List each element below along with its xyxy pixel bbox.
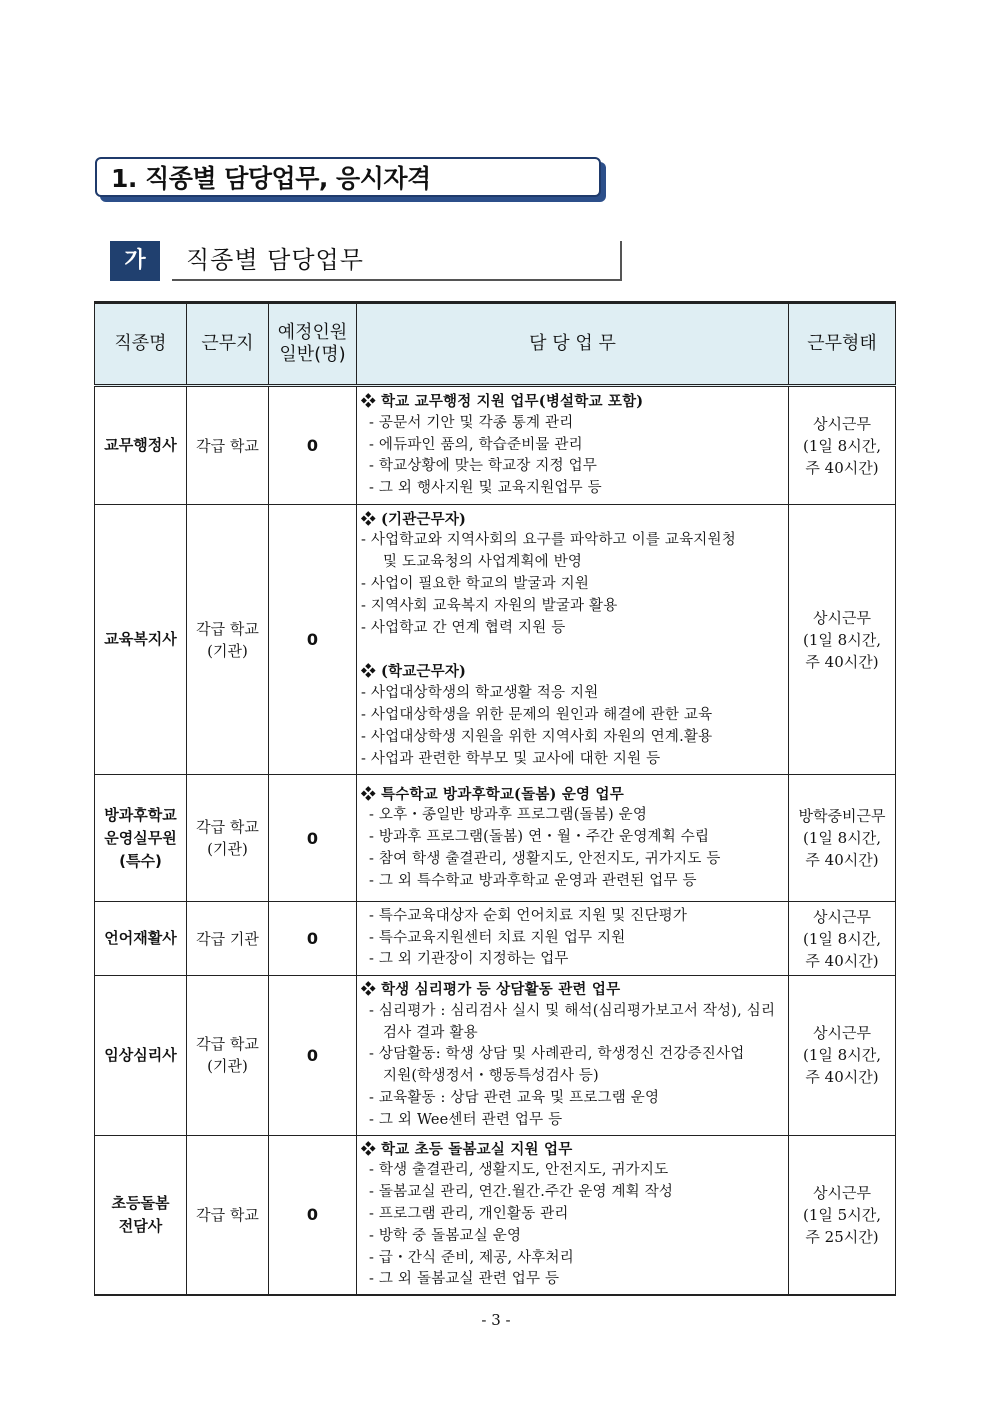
work-form-cell-line: 주 40시간) [805,458,879,477]
duty-item: - 특수교육지원센터 치료 지원 업무 지원 [369,929,626,946]
job-name-cell-line: 운영실무원 [104,828,177,847]
duty-item: - 상담활동: 학생 상담 및 사례관리, 학생정신 건강증진사업 [369,1046,745,1063]
work-form-cell-line: (1일 8시간, [803,929,881,948]
work-form-cell [789,386,896,505]
work-form-cell [789,1135,896,1295]
job-name-cell-line: 임상심리사 [104,1045,177,1064]
duty-item: - 방학 중 돌봄교실 운영 [369,1227,522,1244]
duty-item: - 지역사회 교육복지 자원의 발굴과 활용 [361,597,618,614]
duty-heading: ❖ (기관근무자) [361,510,467,528]
duty-item: - 사업대상학생 지원을 위한 지역사회 자원의 연계.활용 [361,728,713,745]
duty-item: - 오후・종일반 방과후 프로그램(돌봄) 운영 [369,807,648,824]
duty-heading: ❖ 학교 초등 돌봄교실 지원 업무 [361,1140,573,1158]
workplace-cell-line: 각급 학교 [196,619,259,638]
duty-item: - 그 외 행사지원 및 교육지원업무 등 [369,480,602,497]
duty-item: - 공문서 기안 및 각종 통계 관리 [369,414,574,431]
work-form-cell-line: (1일 8시간, [803,829,881,847]
workplace-cell-line: (기관) [207,641,248,660]
duty-item: 및 도교육청의 사업계획에 반영 [383,554,583,571]
duty-item: - 심리평가 : 심리검사 실시 및 해석(심리평가보고서 작성), 심리 [369,1002,776,1019]
job-name-cell [95,505,187,775]
workplace-cell-line: (기관) [207,1057,248,1076]
duties-cell [357,902,789,976]
job-name-cell [95,386,187,505]
job-name-cell-line: (특수) [119,851,162,870]
workplace-cell-line: 각급 학교 [196,818,259,836]
work-form-cell-line: 상시근무 [813,608,871,627]
workplace-cell-line: 각급 학교 [196,1205,259,1224]
page-number: - 3 - [481,1311,511,1329]
planned-count-cell: 0 [269,386,357,505]
work-form-cell-line: 주 40시간) [805,851,879,869]
header-planned-count [269,303,357,386]
header-work-form: 근무형태 [789,303,896,386]
duties-cell [357,505,789,775]
workplace-cell [187,976,269,1136]
table-row [95,505,896,775]
job-name-cell-line: 방과후학교 [104,805,177,824]
duty-item: - 사업학교와 지역사회의 요구를 파악하고 이를 교육지원청 [361,532,736,549]
duty-item: - 사업과 관련한 학부모 및 교사에 대한 지원 등 [361,750,661,767]
duty-item: - 프로그램 관리, 개인활동 관리 [369,1205,569,1222]
job-name-cell [95,1135,187,1295]
duty-item: - 에듀파인 품의, 학습준비물 관리 [369,436,583,453]
duty-item: - 사업이 필요한 학교의 발굴과 지원 [361,576,590,592]
job-name-cell-line: 전담사 [118,1216,163,1235]
table-row [95,386,896,505]
duty-item: 지원(학생정서・행동특성검사 등) [383,1068,599,1085]
work-form-cell-line: 방학중비근무 [798,807,886,825]
work-form-cell [789,505,896,775]
work-form-cell [789,902,896,976]
duty-item: - 사업학교 간 연계 협력 지원 등 [361,619,566,636]
duty-item: - 참여 학생 출결관리, 생활지도, 안전지도, 귀가지도 등 [369,850,721,867]
duty-item: - 교육활동 : 상담 관련 교육 및 프로그램 운영 [369,1089,660,1106]
duty-item: - 사업대상학생의 학교생활 적응 지원 [361,685,599,702]
planned-count-cell: 0 [269,1135,357,1295]
work-form-cell-line: 주 40시간) [805,652,879,671]
subsection-badge: 가 [110,241,160,281]
work-form-cell-line: 상시근무 [813,414,871,433]
workplace-cell [187,386,269,505]
workplace-cell-line: 각급 학교 [196,1035,259,1054]
duties-cell [357,386,789,505]
job-name-cell-line: 교육복지사 [104,630,177,648]
job-name-cell-line: 교무행정사 [104,436,177,454]
planned-count-cell: 0 [269,775,357,902]
job-name-cell-line: 초등돌봄 [111,1193,170,1212]
duty-heading: ❖ 특수학교 방과후학교(돌봄) 운영 업무 [361,785,624,803]
header-planned-count-line: 일반(명) [279,344,346,365]
work-form-cell-line: 주 25시간) [805,1227,879,1246]
duty-heading: ❖ 학생 심리평가 등 상담활동 관련 업무 [361,981,621,998]
header-duties: 담 당 업 무 [357,303,789,386]
duty-item: - 돌봄교실 관리, 연간.월간.주간 운영 계획 작성 [369,1184,674,1201]
work-form-cell-line: (1일 8시간, [803,436,881,455]
duty-item: - 학교상황에 맞는 학교장 지정 업무 [369,458,598,475]
workplace-cell-line: 각급 기관 [196,929,259,948]
duty-item: - 방과후 프로그램(돌봄) 연・월・주간 운영계획 수립 [369,829,710,846]
duty-item: - 그 외 기관장이 지정하는 업무 [369,951,569,968]
job-name-cell [95,976,187,1136]
work-form-cell-line: 상시근무 [813,1183,871,1202]
work-form-cell-line: 상시근무 [813,1024,871,1043]
duty-item: - 학생 출결관리, 생활지도, 안전지도, 귀가지도 [369,1162,669,1179]
table-header-row [95,303,896,386]
work-form-cell-line: 상시근무 [813,907,871,926]
duty-item: 검사 결과 활용 [383,1024,478,1041]
duties-cell [357,1135,789,1295]
job-name-cell [95,902,187,976]
work-form-cell [789,976,896,1136]
workplace-cell [187,775,269,902]
planned-count-cell: 0 [269,505,357,775]
header-job-name: 직종명 [95,303,187,386]
work-form-cell-line: 주 40시간) [805,951,879,970]
planned-count-cell: 0 [269,976,357,1136]
workplace-cell-line: (기관) [207,840,248,858]
table-row [95,1135,896,1295]
table-row [95,976,896,1136]
table-row [95,775,896,902]
workplace-cell [187,1135,269,1295]
planned-count-cell: 0 [269,902,357,976]
workplace-cell [187,902,269,976]
header-workplace: 근무지 [187,303,269,386]
work-form-cell [789,775,896,902]
subsection-title: 직종별 담당업무 [172,241,622,281]
header-planned-count-line: 예정인원 [277,322,348,343]
workplace-cell-line: 각급 학교 [196,436,259,455]
duties-cell [357,775,789,902]
workplace-cell [187,505,269,775]
duty-item: - 사업대상학생을 위한 문제의 원인과 해결에 관한 교육 [361,706,713,723]
duties-cell [357,976,789,1136]
job-name-cell-line: 언어재활사 [104,929,177,947]
duty-gap [361,639,786,661]
work-form-cell-line: (1일 8시간, [803,630,881,649]
section-title: 1. 직종별 담당업무, 응시자격 [95,157,601,197]
duty-item: - 그 외 Wee센터 관련 업무 등 [369,1111,563,1128]
work-form-cell-line: (1일 5시간, [803,1205,881,1224]
job-name-cell [95,775,187,902]
duty-item: - 그 외 돌봄교실 관련 업무 등 [369,1271,560,1288]
work-form-cell-line: (1일 8시간, [803,1046,881,1065]
duty-item: - 특수교육대상자 순회 언어치료 지원 및 진단평가 [369,907,688,924]
duty-heading: ❖ (학교근무자) [361,663,467,681]
duty-heading: ❖ 학교 교무행정 지원 업무(병설학교 포함) [361,393,644,410]
duty-item: - 급・간식 준비, 제공, 사후처리 [369,1249,574,1266]
duty-table [94,301,896,1296]
work-form-cell-line: 주 40시간) [805,1068,879,1087]
table-row [95,902,896,976]
duty-item: - 그 외 특수학교 방과후학교 운영과 관련된 업무 등 [369,872,697,889]
